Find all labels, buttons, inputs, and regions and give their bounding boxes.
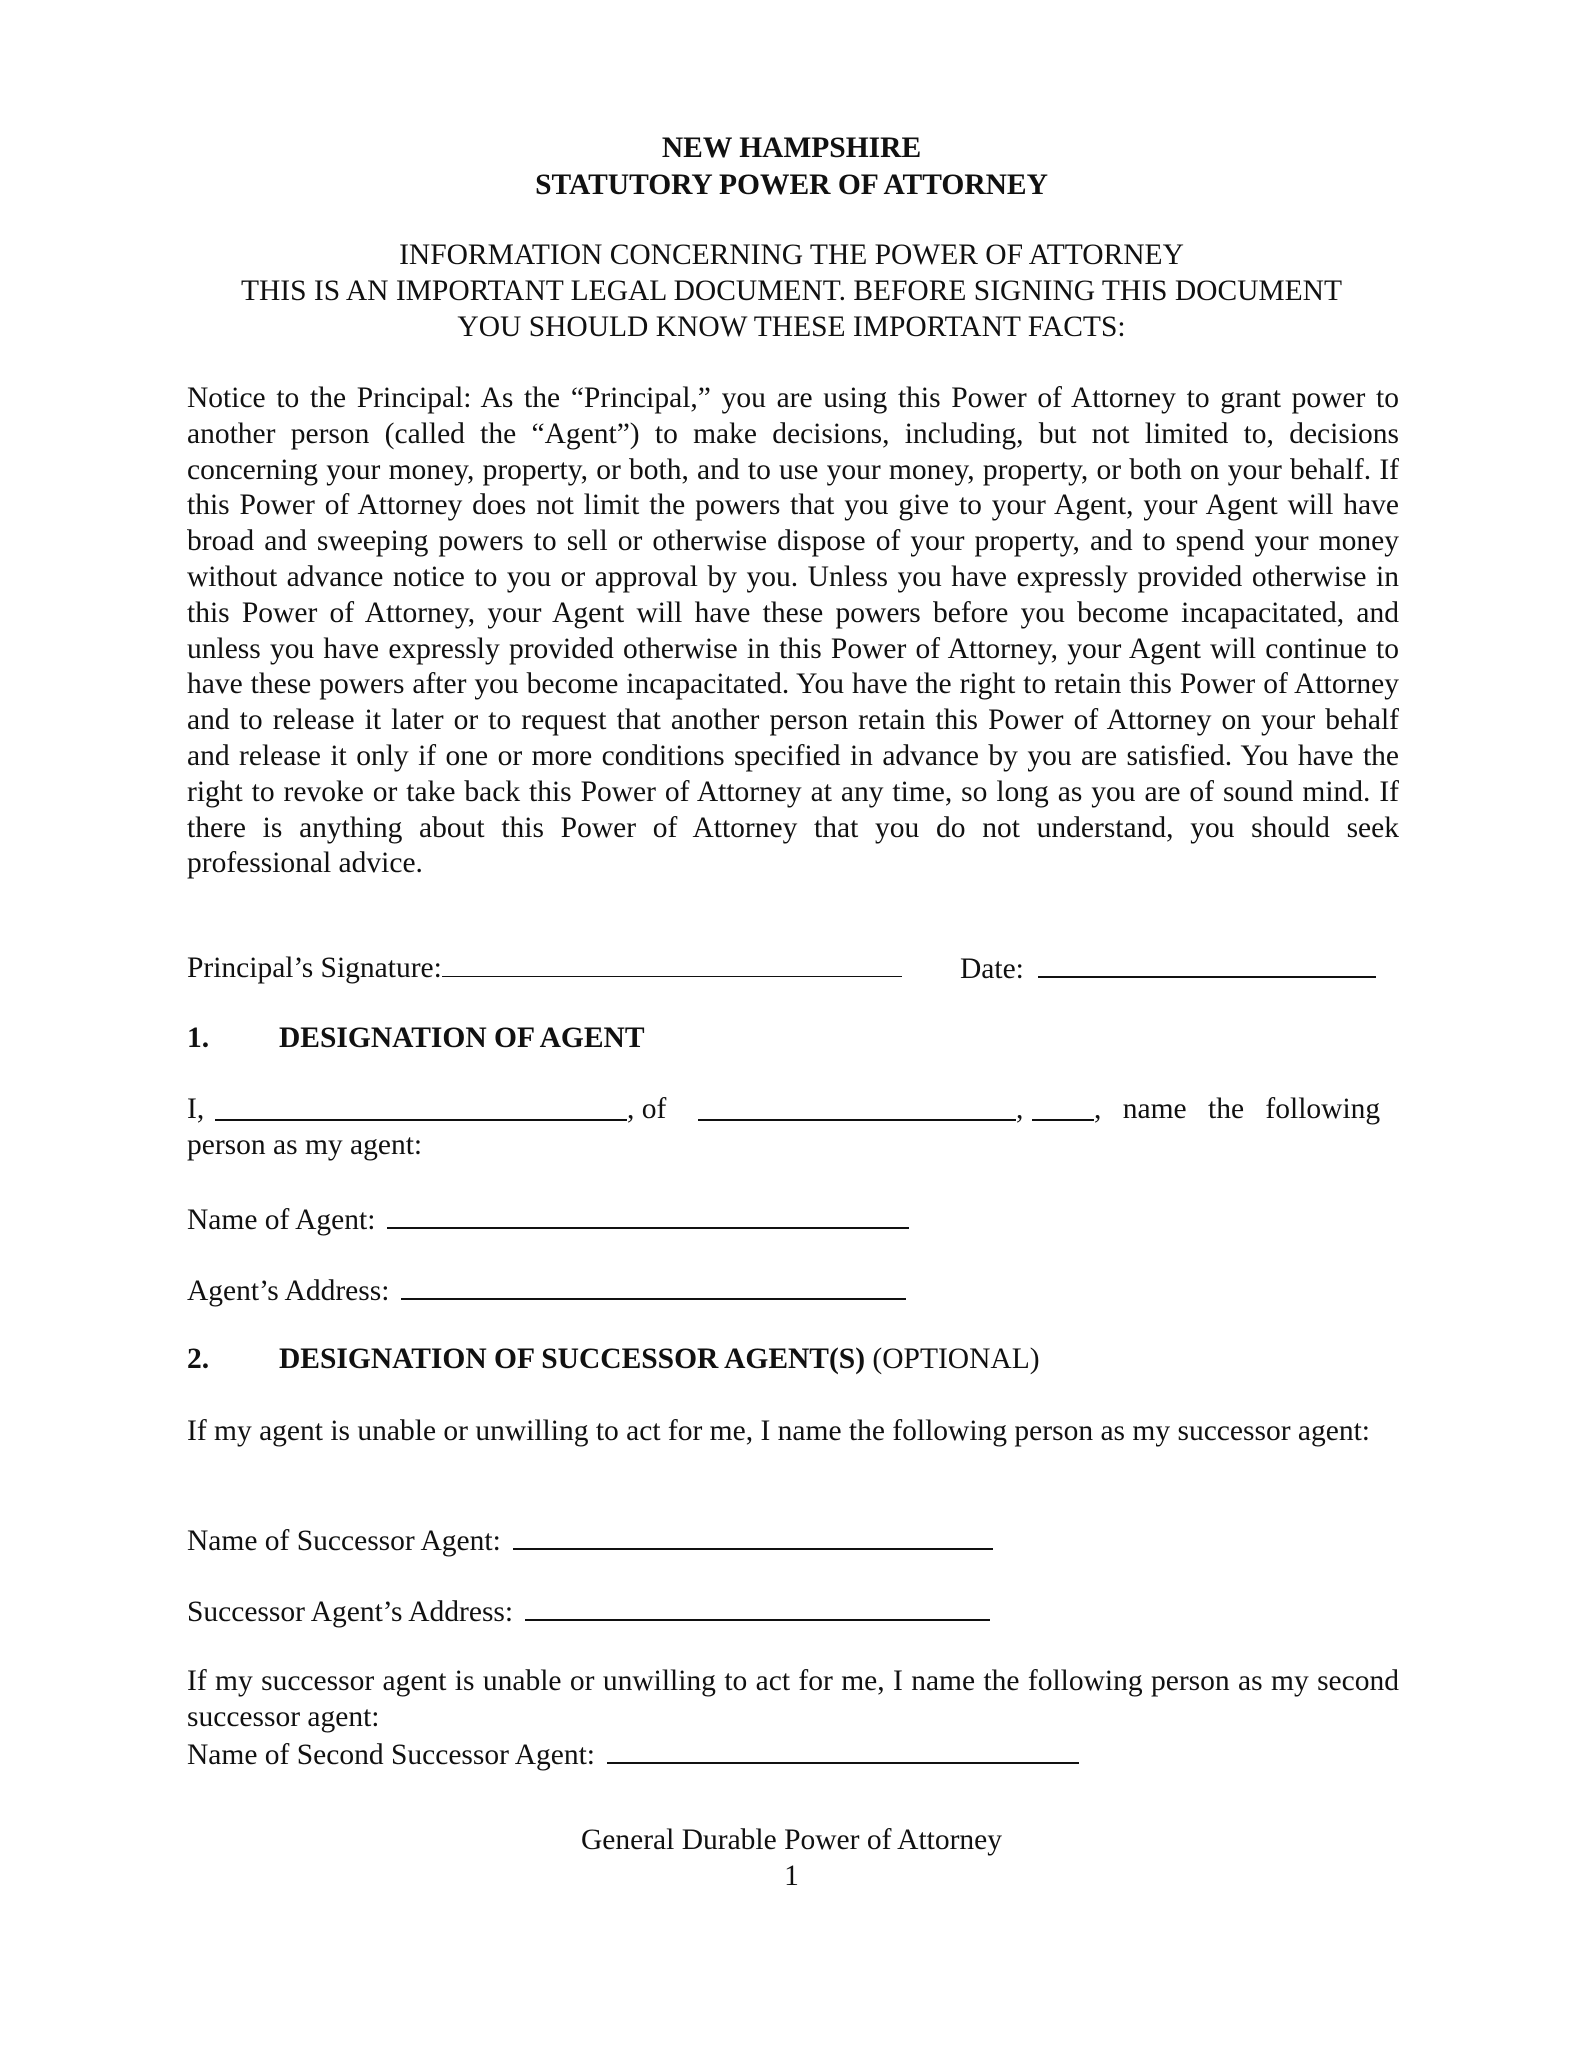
state-heading: NEW HAMPSHIRE [661,132,922,164]
section-2-title: DESIGNATION OF SUCCESSOR AGENT(S) [279,1343,866,1375]
principal-signature-field[interactable] [442,948,902,977]
agent-address-label: Agent’s Address: [187,1275,390,1307]
section-2-heading [187,1341,1399,1377]
agent-address-row [187,1270,1399,1309]
agent-address-field[interactable] [401,1270,906,1300]
successor-address-label: Successor Agent’s Address: [187,1596,514,1628]
person-as-agent-text: person as my agent: [187,1129,423,1161]
successor-name-field[interactable] [513,1520,993,1550]
document-title-block [0,130,1583,204]
name-following-label [1094,1091,1380,1127]
info-line-1: INFORMATION CONCERNING THE POWER OF ATTORNEY [399,239,1184,271]
agent-name-row [187,1199,1399,1238]
person-as-agent-row [187,1127,1399,1163]
second-successor-name-row [187,1734,1399,1773]
section-2-number: 2. [187,1343,210,1375]
successor-intro-paragraph: If my agent is unable or unwilling to act for me, I name the following person as my successor agent: [187,1415,1370,1447]
section-1-heading [187,1020,1399,1056]
second-successor-name-field[interactable] [607,1734,1079,1764]
footer-title: General Durable Power of Attorney [580,1824,1003,1856]
section-1-title: DESIGNATION OF AGENT [279,1022,645,1054]
info-heading-block [0,237,1583,345]
notice-paragraph: Notice to the Principal: As the “Principal,” you are using this Power of Attorney to grant power to another person (called the “Agent”) to make decisions, including, but not limited to, decisions concerning your money, property, or both, and to use your money, property, or both on your behalf. If this Power of Attorney does not limit the powers that you give to your Agent, your Agent will have broad and sweeping powers to sell or otherwise dispose of your property, and to spend your money without advance notice to you or approval by you. Unless you have expressly provided otherwise in this Power of Attorney, your Agent will have these powers before you become incapacitated, and unless you have expressly provided otherwise in this Power of Attorney, your Agent will continue to have these powers after you become incapacitated. You have the right to retain this Power of Attorney and to release it later or to request that another person retain this Power of Attorney on your behalf and release it only if one or more conditions specified in advance by you are satisfied. You have the right to revoke or take back this Power of Attorney at any time, so long as you are of sound mind. If there is anything about this Power of Attorney that you do not understand, you should seek professional advice. [187,382,1399,880]
info-line-3: YOU SHOULD KNOW THESE IMPORTANT FACTS: [457,311,1126,343]
principal-name-field[interactable] [215,1091,627,1121]
successor-name-label: Name of Successor Agent: [187,1525,501,1557]
date-group [960,948,1376,987]
i-label: I, [187,1093,205,1125]
date-label: Date: [960,953,1024,985]
second-successor-intro-paragraph: If my successor agent is unable or unwilling to act for me, I name the following person as my second successor agent: [187,1665,1399,1733]
agent-name-field[interactable] [387,1199,909,1229]
page-number: 1 [784,1860,799,1892]
document-title: STATUTORY POWER OF ATTORNEY [535,169,1048,201]
successor-name-row [187,1520,1399,1559]
page-footer [0,1822,1583,1894]
info-line-2: THIS IS AN IMPORTANT LEGAL DOCUMENT. BEFORE SIGNING THIS DOCUMENT [240,275,1343,307]
second-successor-name-label: Name of Second Successor Agent: [187,1739,595,1771]
principal-state-field[interactable] [1032,1091,1094,1121]
successor-address-field[interactable] [525,1591,990,1621]
successor-address-row [187,1591,1399,1630]
date-field[interactable] [1038,948,1376,978]
principal-identification-row [187,1091,1399,1127]
section-1-number: 1. [187,1022,210,1054]
principal-city-field[interactable] [698,1091,1016,1121]
of-label: , of [627,1093,667,1125]
name-of-agent-label: Name of Agent: [187,1204,376,1236]
principal-signature-label: Principal’s Signature: [187,952,442,984]
section-2-optional: (OPTIONAL) [872,1343,1040,1375]
name-following-text: , name the following [1094,1093,1381,1125]
comma-separator: , [1016,1093,1024,1125]
signature-row [187,948,1399,986]
